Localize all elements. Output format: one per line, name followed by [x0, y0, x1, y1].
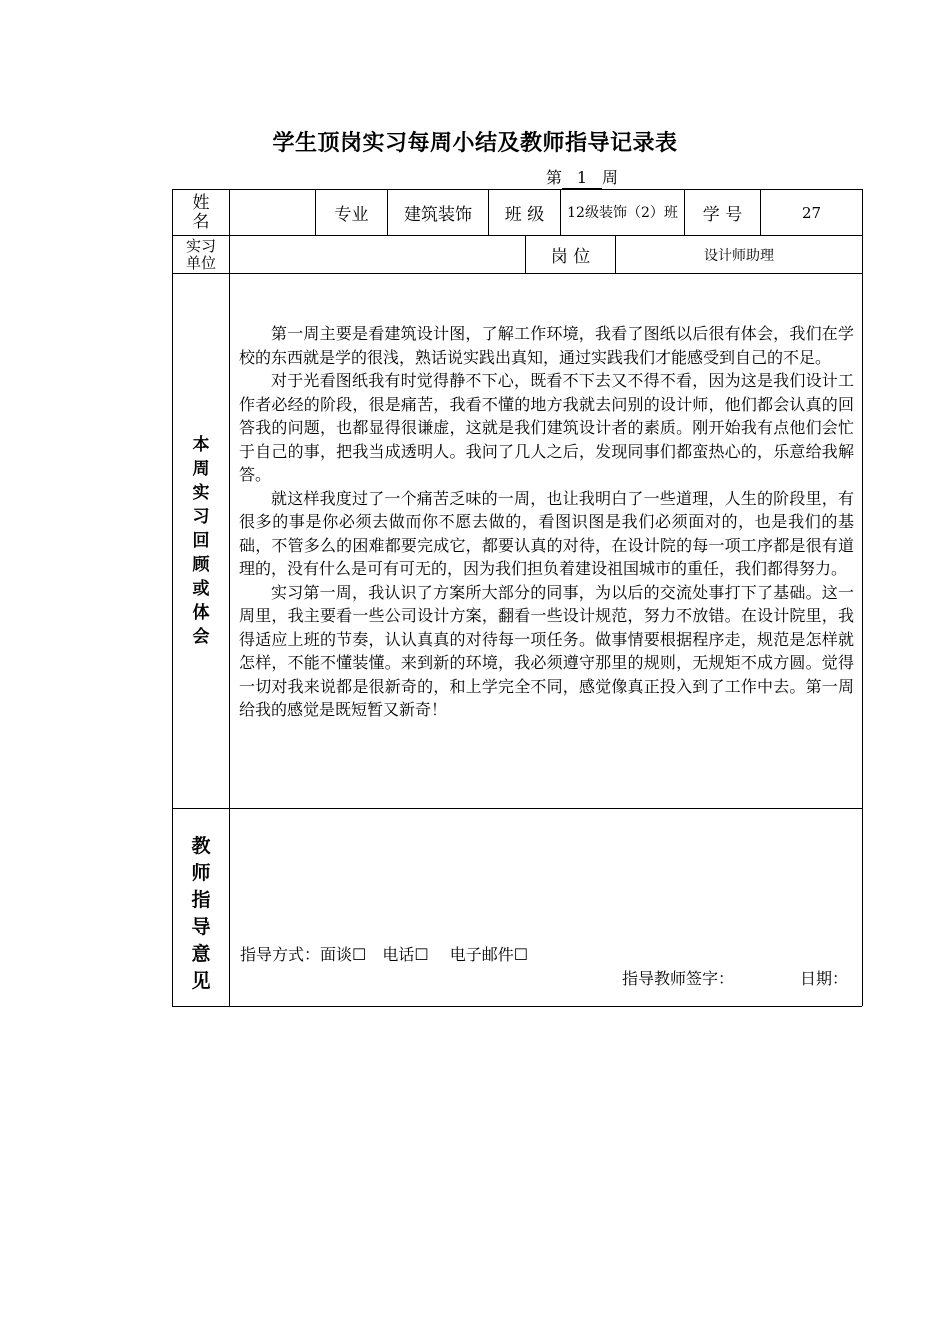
- review-paragraph: 对于光看图纸我有时觉得静不下心，既看不下去又不得不看，因为这是我们设计工作者必经的阶段，很是痛苦，我看不懂的地方我就去问别的设计师，他们都会认真的回答我的问题，也都显得很谦虚，这就是我们建筑设计者的素质。刚开始我有点他们会忙于自己的事，把我当成透明人。我问了几人之后，发现同事们都蛮热心的，乐意给我解答。: [239, 371, 854, 484]
- major-value: 建筑装饰: [404, 205, 472, 225]
- position-label: 岗 位: [550, 247, 591, 267]
- week-indicator: [546, 168, 618, 189]
- review-content: [239, 322, 854, 722]
- review-paragraph: 第一周主要是看建筑设计图，了解工作环境，我看了图纸以后很有体会，我们在学校的东西就是学的很浅，熟话说实践出真知，通过实践我们才能感受到自己的不足。: [239, 324, 854, 367]
- name-label: 姓名: [192, 192, 210, 232]
- class-value: 12级装饰（2）班: [567, 204, 678, 221]
- date-label: 日期：: [800, 969, 849, 988]
- student-id-label: 学 号: [702, 205, 743, 225]
- form-title: 学生顶岗实习每周小结及教师指导记录表: [272, 131, 678, 156]
- review-label-cell: [173, 274, 229, 808]
- teacher-signature-label: 指导教师签字：: [622, 969, 735, 988]
- table-divider-label-col: [229, 189, 230, 1006]
- review-label: 本周实习回顾或体会: [192, 435, 210, 647]
- review-paragraph: 实习第一周，我认识了方案所大部分的同事，为以后的交流处事打下了基础。这一周里，我主要看一些公司设计方案，翻看一些设计规范，努力不放错。在设计院里，我得适应上班的节奏，认认真真的对待每一项任务。做事情要根据程序走，规范是怎样就怎样，不能不懂装懂。来到新的环境，我必须遵守那里的规则，无规矩不成方圆。觉得一切对我来说都是很新奇的，和上学完全不同，感觉像真正投入到了工作中去。第一周给我的感觉是既短暂又新奇！: [239, 582, 854, 719]
- position-value: 设计师助理: [704, 247, 774, 264]
- unit-label: 实习单位: [185, 236, 216, 272]
- table-border-row3: [172, 808, 862, 809]
- week-prefix: 第: [546, 168, 563, 187]
- table-border-bottom: [172, 1006, 862, 1007]
- name-field[interactable]: [230, 190, 315, 235]
- week-number[interactable]: 1: [562, 168, 602, 189]
- major-label: 专业: [334, 205, 369, 225]
- teacher-label: 教师指导意见: [191, 835, 211, 992]
- review-paragraph: 就这样我度过了一个痛苦乏味的一周，也让我明白了一些道理，人生的阶段里，有很多的事是你必须去做而你不愿去做的，看图识图是我们必须面对的，也是我们的基础，不管多么的困难都要完成它，都要认真的对待，在设计院的每一项工序都是很有道理的，没有什么是可有可无的，因为我们担负着建设祖国城市的重任，我们都得努力。: [239, 488, 854, 578]
- unit-field[interactable]: [230, 236, 525, 273]
- table-border-row2: [172, 273, 862, 274]
- student-id-value: 27: [801, 203, 822, 222]
- class-label: 班 级: [504, 205, 545, 225]
- week-suffix: 周: [602, 168, 619, 187]
- teacher-label-cell: [173, 809, 229, 1006]
- guidance-method: 指导方式：面谈☐ 电话☐ 电子邮件☐: [240, 945, 529, 964]
- unit-label-cell: [173, 236, 229, 273]
- name-label-cell: [173, 190, 229, 235]
- table-border-right: [862, 189, 863, 1006]
